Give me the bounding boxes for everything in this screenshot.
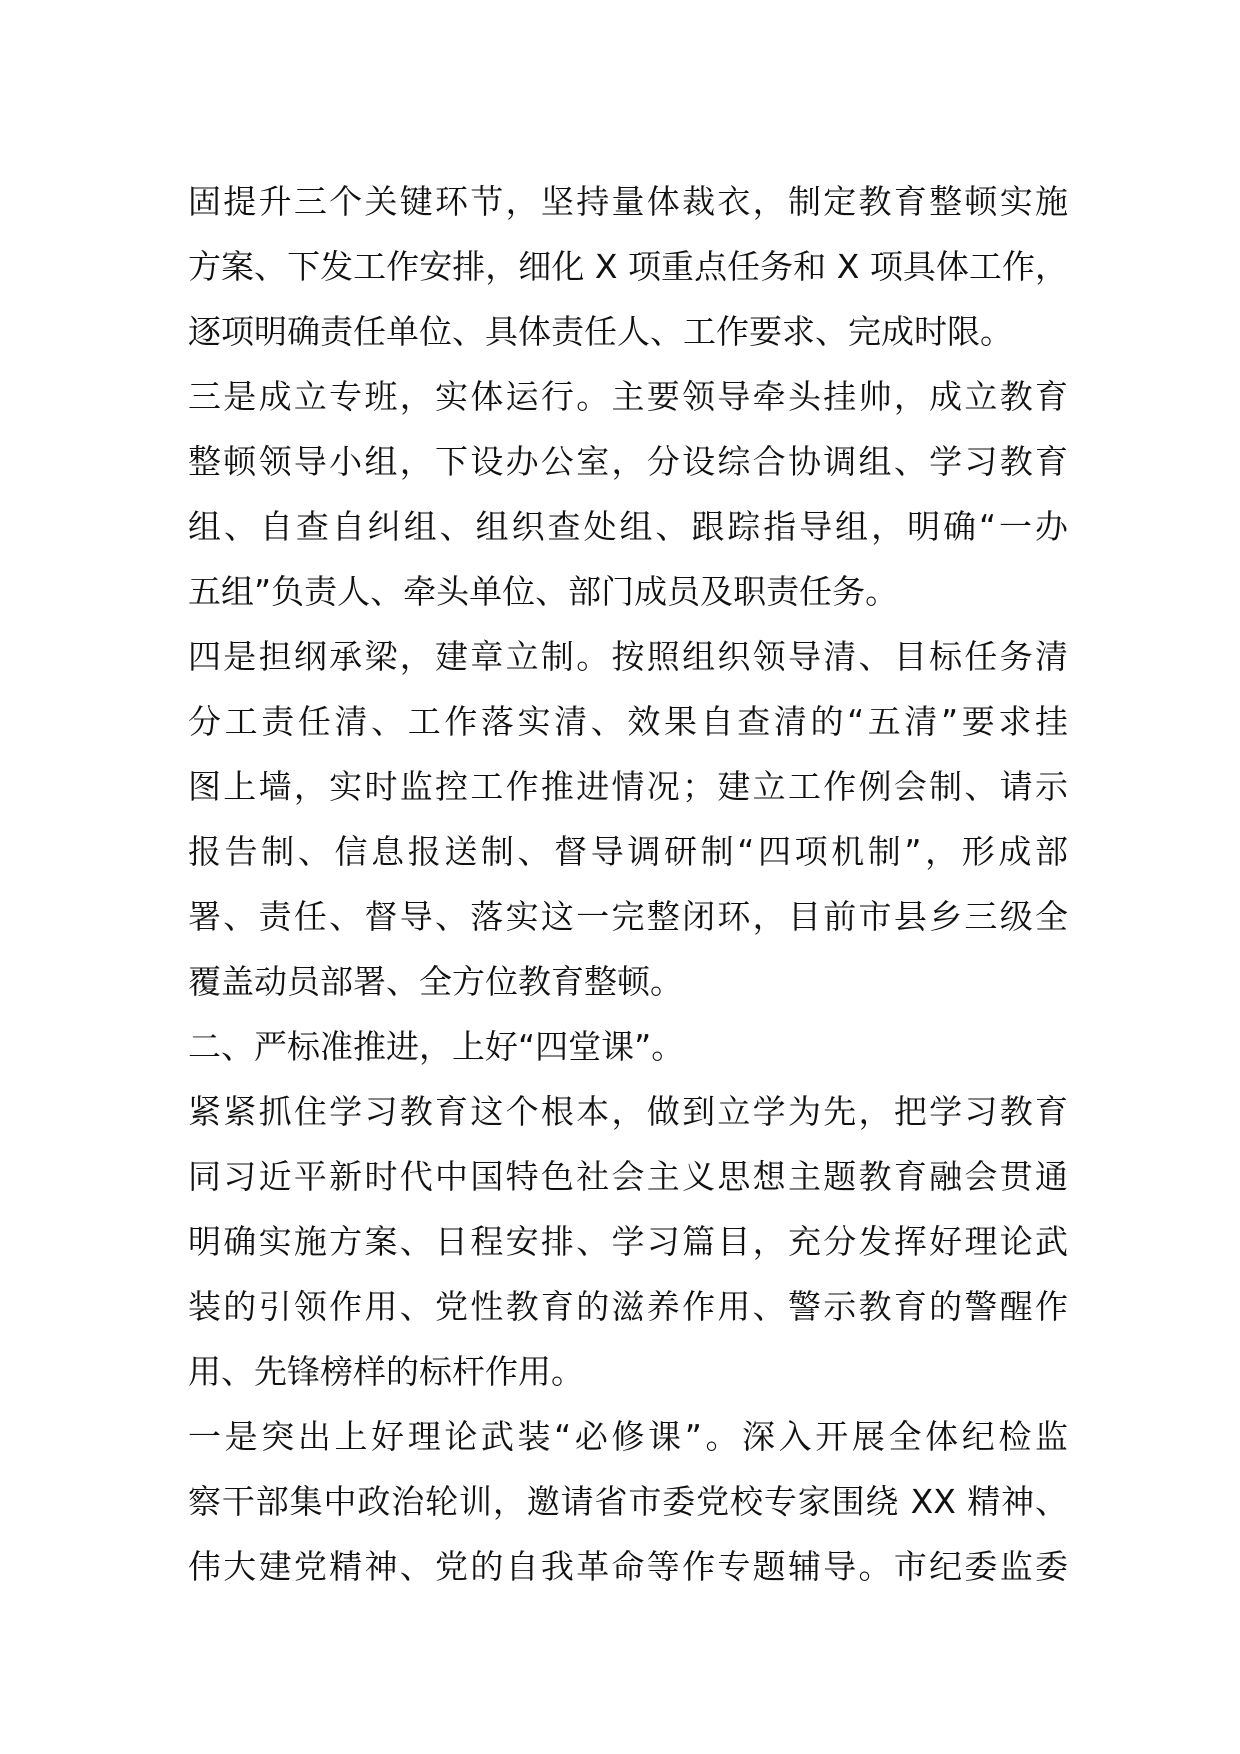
text-line: 覆盖动员部署、全方位教育整顿。 (188, 962, 683, 1001)
text-line: 组、自查自纠组、组织查处组、跟踪指导组，明确“一办 (188, 507, 1068, 546)
text-line: 伟大建党精神、党的自我革命等作专题辅导。市纪委监委 (188, 1547, 1068, 1586)
text-line: 二、严标准推进，上好“四堂课”。 (188, 1027, 685, 1066)
text-line: 署、责任、督导、落实这一完整闭环，目前市县乡三级全 (188, 897, 1068, 936)
text-line: 五组”负责人、牵头单位、部门成员及职责任务。 (188, 572, 899, 611)
text-line: 方案、下发工作安排，细化 X 项重点任务和 X 项具体工作， (188, 247, 1068, 286)
text-line: 逐项明确责任单位、具体责任人、工作要求、完成时限。 (188, 312, 1013, 351)
text-line: 装的引领作用、党性教育的滋养作用、警示教育的警醒作 (188, 1287, 1068, 1326)
text-line: 四是担纲承梁，建章立制。按照组织领导清、目标任务清 (188, 637, 1068, 676)
text-line: 图上墙，实时监控工作推进情况；建立工作例会制、请示 (188, 767, 1068, 806)
text-line: 报告制、信息报送制、督导调研制“四项机制”，形成部 (188, 832, 1068, 871)
text-line: 察干部集中政治轮训，邀请省市委党校专家围绕 XX 精神、 (188, 1482, 1068, 1521)
text-line: 用、先锋榜样的标杆作用。 (188, 1352, 584, 1391)
text-line: 紧紧抓住学习教育这个根本，做到立学为先，把学习教育 (188, 1092, 1068, 1131)
text-line: 固提升三个关键环节，坚持量体裁衣，制定教育整顿实施 (188, 182, 1068, 221)
text-line: 三是成立专班，实体运行。主要领导牵头挂帅，成立教育 (188, 377, 1068, 416)
document-body (188, 169, 1068, 1599)
text-line: 整顿领导小组，下设办公室，分设综合协调组、学习教育 (188, 442, 1068, 481)
text-line: 分工责任清、工作落实清、效果自查清的“五清”要求挂 (188, 702, 1068, 741)
text-line: 一是突出上好理论武装“必修课”。深入开展全体纪检监 (188, 1417, 1068, 1456)
text-line: 明确实施方案、日程安排、学习篇目，充分发挥好理论武 (188, 1222, 1068, 1261)
text-line: 同习近平新时代中国特色社会主义思想主题教育融会贯通 (188, 1157, 1068, 1196)
